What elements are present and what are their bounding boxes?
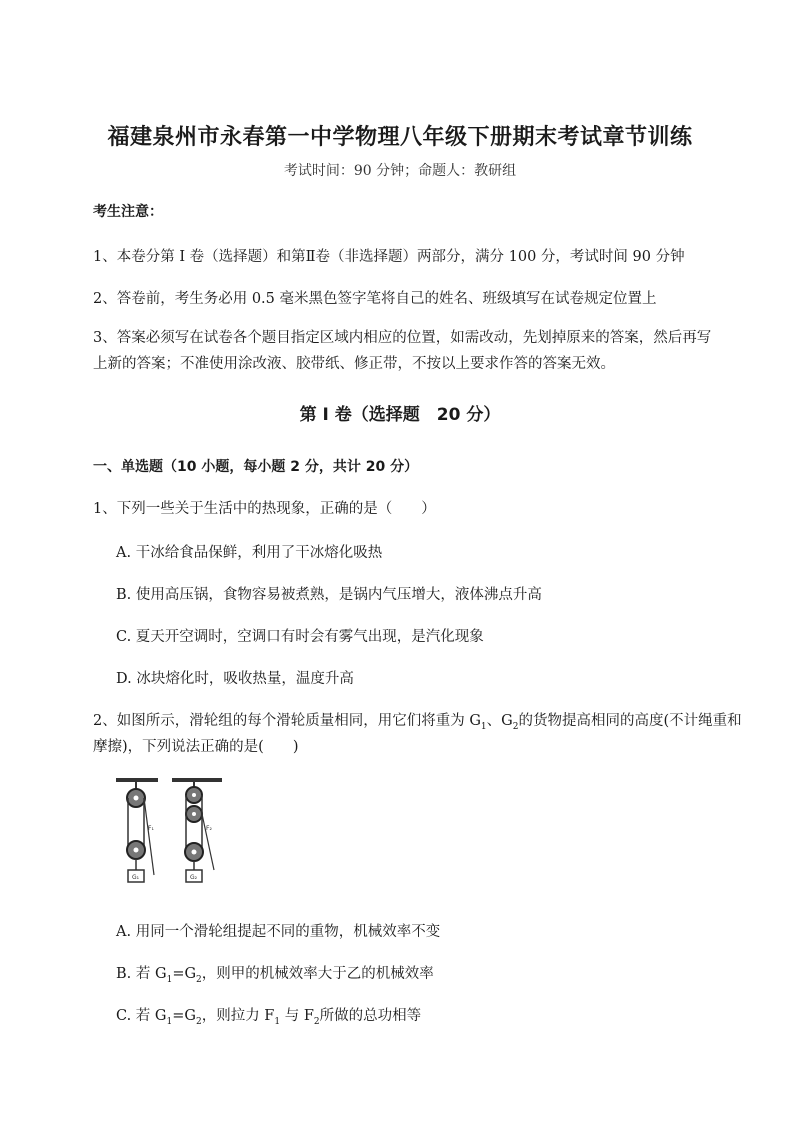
exam-info: 考试时间：90 分钟；命题人：教研组 — [283, 163, 517, 179]
question-1-option-a: A. 干冰给食品保鲜，利用了干冰熔化吸热 — [116, 545, 383, 561]
question-2-option-c: C. 若 $G_1=G_2$，则拉力 $F_1$ 与 $F_2$所做的总功相等 — [116, 1008, 422, 1027]
question-1-option-d: D. 冰块熔化时，吸收热量，温度升高 — [116, 671, 354, 687]
question-1-option-c: C. 夏天开空调时，空调口有时会有雾气出现，是汽化现象 — [116, 629, 484, 645]
notice-item-1: 1、本卷分第 I 卷（选择题）和第Ⅱ卷（非选择题）两部分，满分 100 分，考试时间 90 分钟 — [93, 249, 685, 265]
question-2-stem: 2、如图所示，滑轮组的每个滑轮质量相同，用它们将重为 $G_1$、$G_2$的货物提高相同的高度(不计绳重和 — [93, 713, 742, 732]
ceiling-left — [116, 778, 158, 782]
svg-text:G₁: G₁ — [132, 874, 140, 881]
section-title: 第 I 卷（选择题 20 分） — [299, 405, 501, 425]
pulley-figure — [108, 770, 238, 898]
question-2-stem-line-2: 摩擦)，下列说法正确的是( ) — [93, 739, 299, 755]
part-heading: 一、单选题（10 小题，每小题 2 分，共计 20 分） — [93, 459, 419, 475]
notice-item-2: 2、答卷前，考生务必用 0.5 毫米黑色签字笔将自己的姓名、班级填写在试卷规定位置上 — [93, 291, 657, 307]
question-1-stem: 1、下列一些关于生活中的热现象，正确的是（ ） — [93, 501, 436, 517]
notice-heading: 考生注意： — [93, 204, 163, 220]
svg-text:F₁: F₁ — [148, 825, 154, 832]
question-2-option-b: B. 若 $G_1=G_2$，则甲的机械效率大于乙的机械效率 — [116, 966, 434, 985]
svg-text:G₂: G₂ — [190, 874, 198, 881]
notice-item-3: 3、答案必须写在试卷各个题目指定区域内相应的位置，如需改动，先划掉原来的答案，然后再写上新的答案；不准使用涂改液、胶带纸、修正带，不按以上要求作答的答案无效。 — [93, 330, 712, 372]
question-1-option-b: B. 使用高压锅，食物容易被煮熟，是锅内气压增大，液体沸点升高 — [116, 587, 542, 603]
svg-text:F₂: F₂ — [206, 825, 212, 832]
ceiling-right — [172, 778, 222, 782]
page-title: 福建泉州市永春第一中学物理八年级下册期末考试章节训练 — [107, 125, 693, 150]
question-2-option-a: A. 用同一个滑轮组提起不同的重物，机械效率不变 — [116, 924, 441, 940]
